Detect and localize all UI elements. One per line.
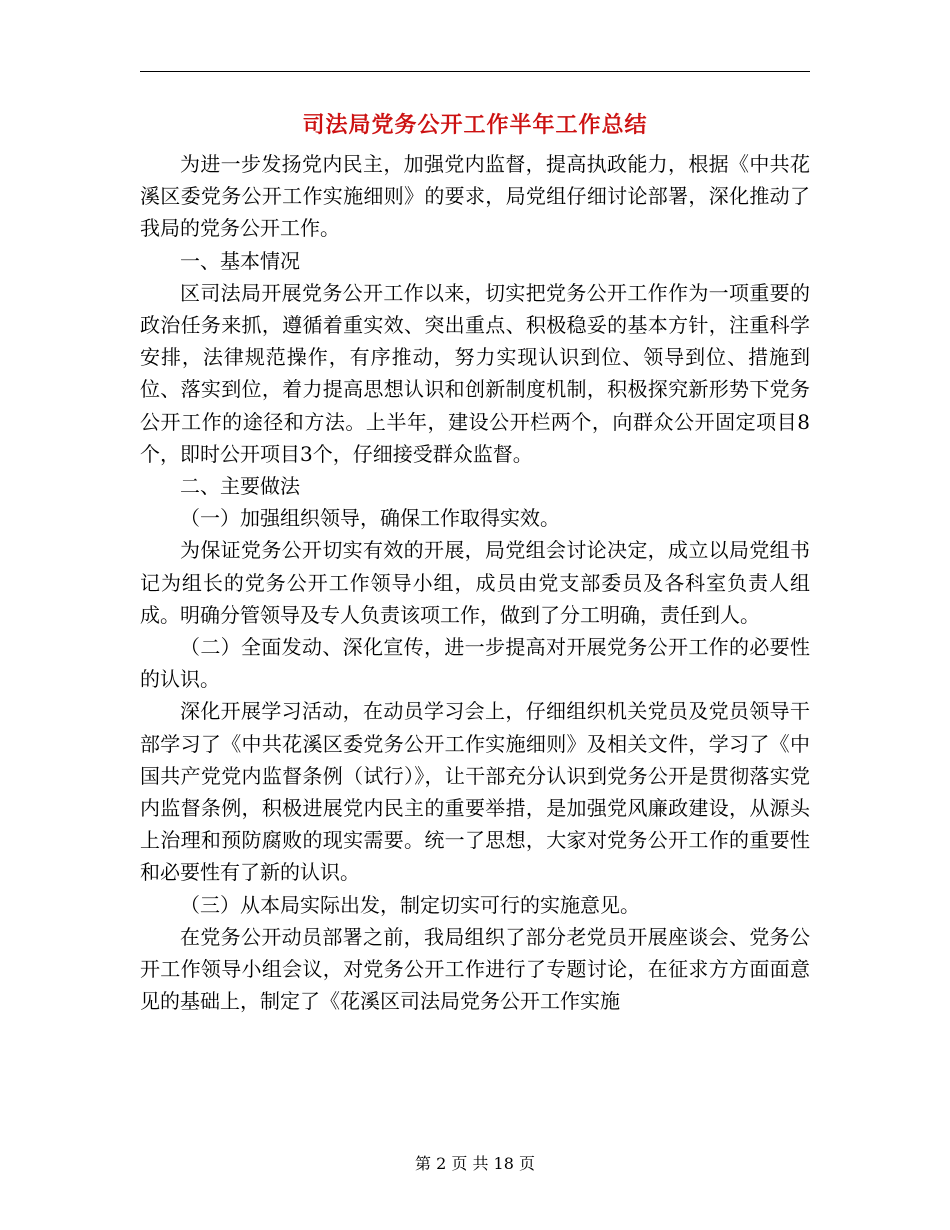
- paragraph-intro: 为进一步发扬党内民主，加强党内监督，提高执政能力，根据《中共花溪区委党务公开工作实施细则》的要求，局党组仔细讨论部署，深化推动了我局的党务公开工作。: [140, 152, 810, 241]
- section-heading-main-practices: 二、主要做法: [180, 474, 300, 499]
- subheading-organization-leadership: （一）加强组织领导，确保工作取得实效。: [180, 506, 560, 531]
- section-heading-basic-situation: 一、基本情况: [180, 248, 300, 273]
- header-rule: [140, 71, 810, 72]
- subheading-publicity: （二）全面发动、深化宣传，进一步提高对开展党务公开工作的必要性的认识。: [140, 635, 810, 692]
- document-title: 司法局党务公开工作半年工作总结: [302, 112, 648, 138]
- document-body: [140, 148, 810, 1017]
- paragraph-organization-leadership: 为保证党务公开切实有效的开展，局党组会讨论决定，成立以局党组书记为组长的党务公开工作领导小组，成员由党支部委员及各科室负责人组成。明确分管领导及专人负责该项工作，做到了分工明确，责任到人。: [140, 538, 810, 627]
- page-number-footer: 第 2 页 共 18 页: [415, 1154, 535, 1173]
- paragraph-publicity: 深化开展学习活动，在动员学习会上，仔细组织机关党员及党员领导干部学习了《中共花溪区委党务公开工作实施细则》及相关文件，学习了《中国共产党党内监督条例（试行）》，让干部充分认识到党务公开是贯彻落实党内监督条例，积极进展党内民主的重要举措，是加强党风廉政建设，从源头上治理和预防腐败的现实需要。统一了思想，大家对党务公开工作的重要性和必要性有了新的认识。: [140, 699, 810, 885]
- paragraph-basic-situation: 区司法局开展党务公开工作以来，切实把党务公开工作作为一项重要的政治任务来抓，遵循着重实效、突出重点、积极稳妥的基本方针，注重科学安排，法律规范操作，有序推动，努力实现认识到位、领导到位、措施到位、落实到位，着力提高思想认识和创新制度机制，积极探究新形势下党务公开工作的途径和方法。上半年，建设公开栏两个，向群众公开固定项目8个，即时公开项目3个，仔细接受群众监督。: [140, 280, 810, 466]
- paragraph-implementation: 在党务公开动员部署之前，我局组织了部分老党员开展座谈会、党务公开工作领导小组会议，对党务公开工作进行了专题讨论，在征求方方面面意见的基础上，制定了《花溪区司法局党务公开工作实施: [140, 924, 810, 1014]
- subheading-implementation: （三）从本局实际出发，制定切实可行的实施意见。: [180, 892, 640, 917]
